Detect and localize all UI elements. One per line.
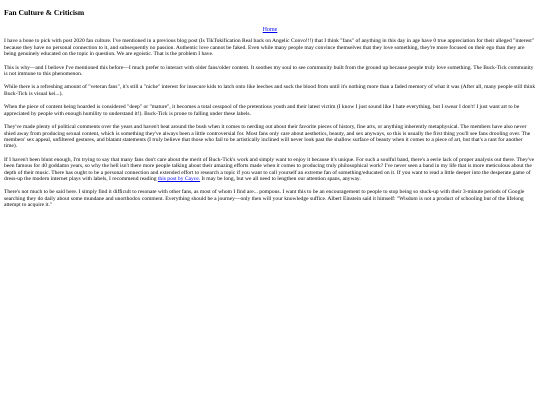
paragraph-intro: I have a bone to pick with post 2020 fan culture. I've mentioned in a previous blog post (Is TikTokification Real back on Angelic Convo!!!) that I think "fans" of anything in this day in age have 0 true appreciation for their alleged "interest" because they have no personal connection to it, and subsequently no passion. Authentic love cannot be faked. Even while many people may convince themselves that they love something, they're more focused on their ego than they are being genuinely educated on the topic in question. We are egoistic. That is the problem I have.: [4, 38, 535, 58]
paragraph-blunt: [4, 157, 536, 183]
paragraph-veteran-fans: While there is a refreshing amount of "veteran fans", it's still a "niche" interest for insecure kids to latch onto like leeches and suck the blood from until it's nothing more than a faded memory of what it was (After all, many people still think Buck-Tick is visual kei...).: [4, 84, 536, 97]
paragraph-older-fans: This is why—and I believe I've mentioned this before—I much prefer to interact with older fans/older content. It soothes my soul to see community built from the ground up because people truly love something. The Buck-Tick community is not immune to this phenomenon.: [4, 64, 534, 77]
page-title: Fan Culture & Criticism: [4, 8, 85, 17]
paragraph-blunt-tail: It may be long, but we all need to lengthen our attention spans, anyway.: [200, 176, 361, 183]
cayce-post-link[interactable]: this post by Cayce.: [157, 176, 201, 183]
paragraph-conclusion: There's not much to be said here. I simply find it difficult to resonate with other fans, as most of whom I find are... pompous. I want this to be an encouragement to people to stop being so stuck-up with their 3-minute periods of Google searching they do daily about some mundane and unorthodox comment. Everything should be a journey—only then will your knowledge suffice. Albert Einstein said it himself: "Wisdom is not a product of schooling but of the lifelong attempt to acquire it.": [4, 189, 525, 209]
paragraph-blunt-text: If I haven't been blunt enough, I'm trying to say that many fans don't care about the merit of Buck-Tick's work and simply want to enjoy it because it's unique. For such a soulful band, there's a eerie lack of proper analysis out there. They've been famous for 40 goddamn years, so why the hell isn't there more people talking about their amazing efforts made when it comes to producing truly philosophical work? I've never seen a band in my life that is more meticulous about the depth of their music. There has ought to be a personal connection and extended effort to research a topic if you want to call yourself an extreme fan of something/educated on it. If you want to read a little deeper into the desperate game of dress-up the modern internet plays with labels, I recommend reading: [4, 156, 535, 183]
paragraph-political-comments: They've made plenty of political comments over the years and haven't beat around the bush when it comes to nerding out about their favorite pieces of history, fine arts, or anything inherently metaphysical. The members have also never shied away from producing sexual content, which is something they've always been a little controversial for. Most fans only care about aesthetics, beauty, and sex anyways, so this is usually the first thing you'll see fans drooling over. The members' sex appeal, unfiltered gestures, and blatant statements (I truly believe that those who fail to be artistically inclined will never look past the shallow surface of beauty when it comes to a piece of art, but that's a rant for another time).: [4, 124, 531, 150]
nav-bar: [4, 27, 536, 34]
home-link[interactable]: Home: [262, 27, 278, 34]
paragraph-deep-content: When the piece of content being hoarded is considered "deep" or "mature", it becomes a total cesspool of the pretentious youth and their latest victim (I know I just sound like I hate everything, but I swear I don't! I just want art to be appreciated by people with enough humility to understand it!). Buck-Tick is prone to falling under these labels.: [4, 104, 520, 117]
